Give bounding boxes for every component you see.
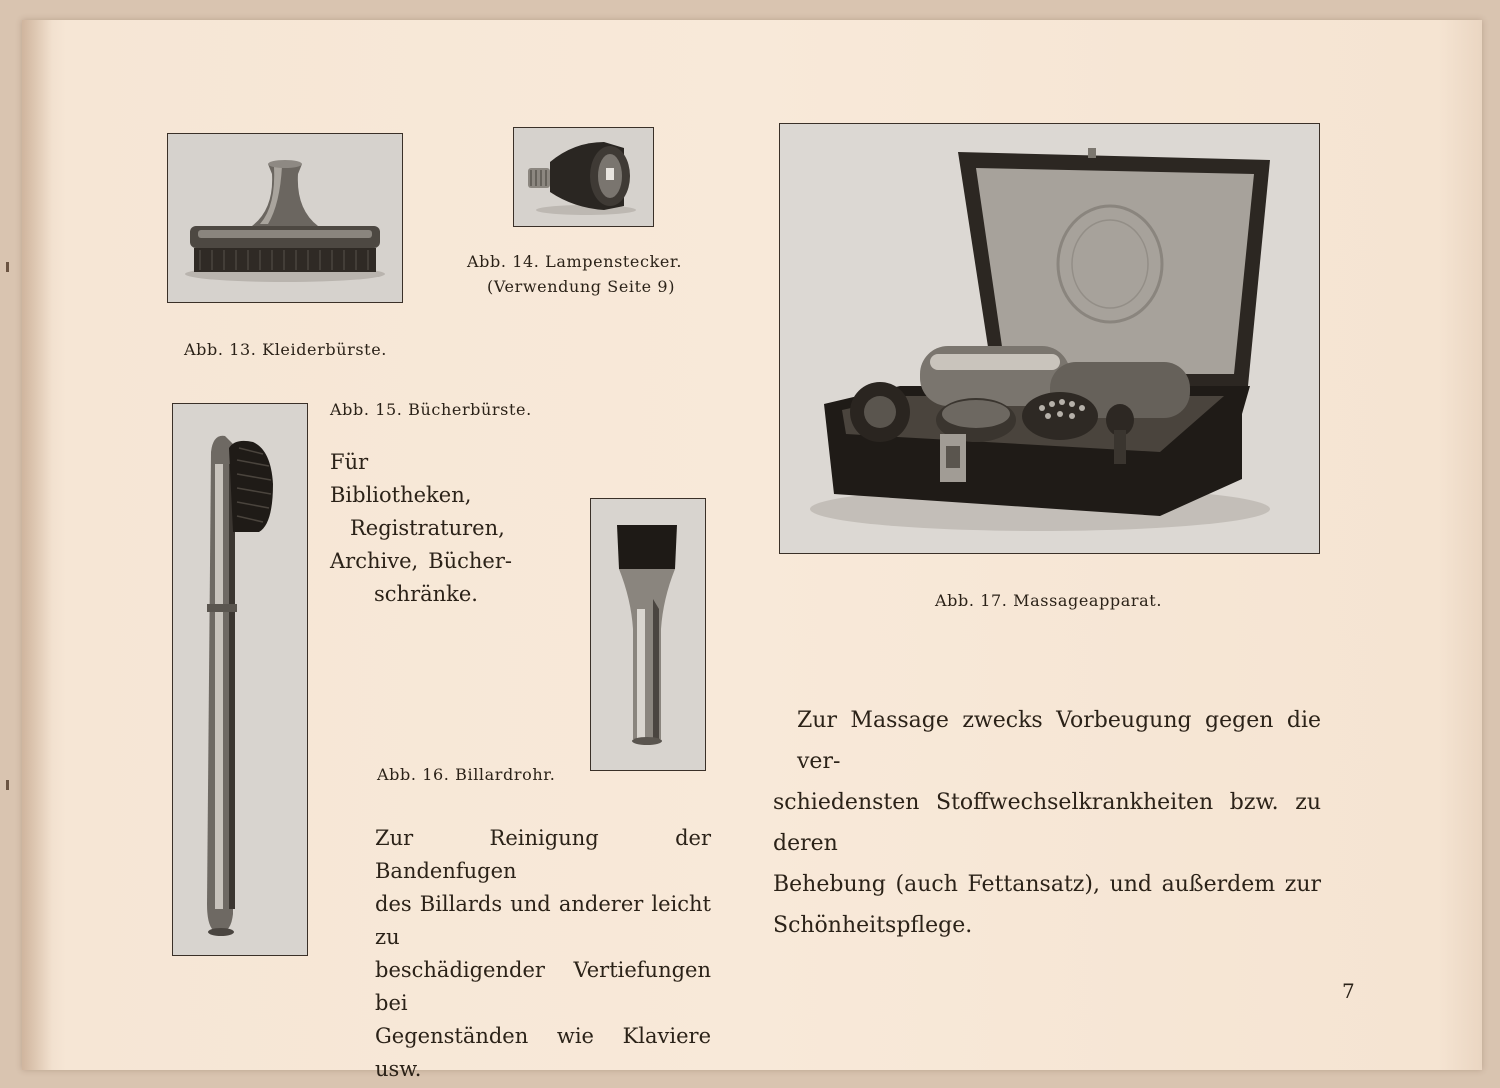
text-line: des Billards und anderer leicht zu [375, 892, 711, 949]
text-line: beschädigender Vertiefungen bei [375, 958, 711, 1015]
fig14-caption: Abb. 14. Lampenstecker. [467, 252, 683, 271]
fig17-caption: Abb. 17. Massageapparat. [935, 591, 1163, 610]
fig16-caption: Abb. 16. Billardrohr. [377, 765, 556, 784]
text-line: Schönheitspflege. [773, 913, 973, 938]
book-brush-description [330, 446, 512, 611]
fig14-caption-reference: (Verwendung Seite 9) [487, 277, 676, 296]
text-line: schiedensten Stoffwechselkrankheiten bzw. zu deren [773, 790, 1321, 856]
fig17-massage-apparatus-photo [779, 123, 1320, 554]
text-line: Zur Reinigung der Bandenfugen [375, 826, 711, 883]
text-line: Gegenständen wie Klaviere usw. [375, 1024, 711, 1081]
fig16-billiard-tube-photo [590, 498, 706, 771]
fig15-book-brush-photo [172, 403, 308, 956]
text-line: Für Bibliotheken, [330, 450, 472, 507]
text-line: Archive, Bücher- [330, 549, 512, 573]
page-number: 7 [1342, 979, 1355, 1003]
text-line: Zur Massage zwecks Vorbeugung gegen die ver- [797, 708, 1321, 774]
fig15-caption: Abb. 15. Bücherbürste. [330, 400, 532, 419]
text-line: Behebung (auch Fettansatz), und außerdem zur [773, 872, 1321, 897]
binding-mark [6, 780, 9, 790]
fig13-caption: Abb. 13. Kleiderbürste. [184, 340, 387, 359]
billiard-description [375, 822, 711, 1086]
fig14-lamp-plug-photo [513, 127, 654, 227]
text-line: Registraturen, [350, 516, 505, 540]
massage-description [773, 700, 1321, 946]
binding-mark [6, 262, 9, 272]
page-fold-shadow [22, 20, 52, 1070]
fig13-clothes-brush-photo [167, 133, 403, 303]
text-line: schränke. [374, 582, 478, 606]
